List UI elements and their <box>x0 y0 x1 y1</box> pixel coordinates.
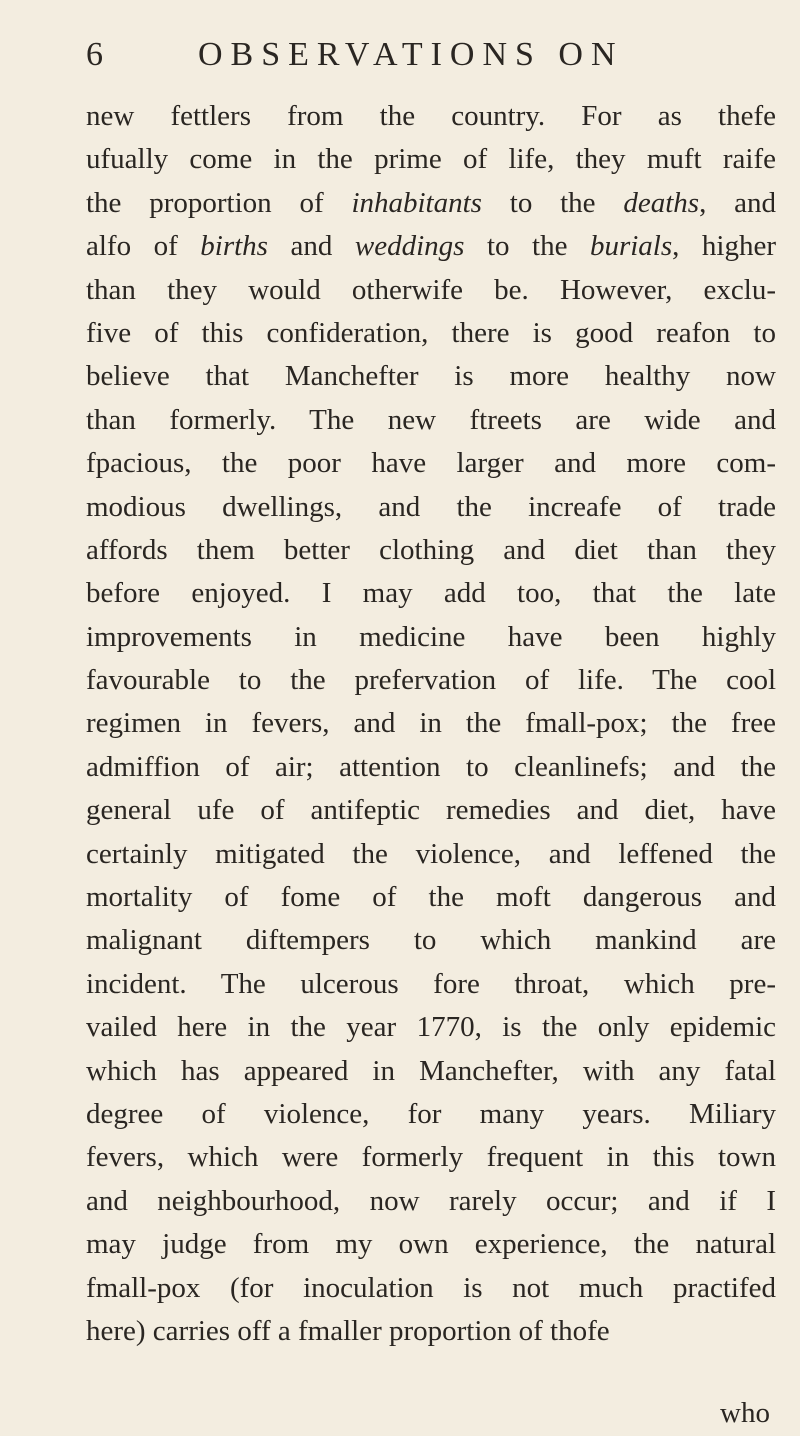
text-line <box>86 312 776 355</box>
text-run: to the <box>464 230 590 263</box>
text-line <box>86 225 776 268</box>
text-run: which has appeared in Manchefter, with any fatal <box>86 1054 776 1087</box>
text-line <box>86 616 776 659</box>
text-run: , higher <box>672 230 777 263</box>
text-run: mortality of fome of the moft dangerous and <box>86 881 776 914</box>
text-run: malignant diftempers to which mankind are <box>86 924 776 957</box>
text-run: improvements in medicine have been highly <box>86 620 776 653</box>
text-line <box>86 746 776 789</box>
text-line <box>86 1267 776 1310</box>
italic-term: deaths <box>623 186 700 219</box>
text-run: vailed here in the year 1770, is the only epidemic <box>86 1011 776 1044</box>
text-line <box>86 963 776 1006</box>
text-line <box>86 529 776 572</box>
text-run: to the <box>481 186 624 219</box>
text-run: alfo of <box>86 230 201 263</box>
text-line <box>86 269 776 312</box>
text-line <box>86 355 776 398</box>
text-run: incident. The ulcerous fore throat, which pre- <box>86 967 776 1000</box>
text-run: and neighbourhood, now rarely occur; and if I <box>86 1184 776 1217</box>
text-run: degree of violence, for many years. Miliary <box>86 1097 776 1130</box>
text-line <box>86 1310 776 1353</box>
text-run: admiffion of air; attention to cleanlinefs; and the <box>86 750 776 783</box>
text-run: , and <box>699 186 777 219</box>
text-line <box>86 182 776 225</box>
text-line <box>86 919 776 962</box>
page-number: 6 <box>86 36 109 73</box>
text-run: favourable to the prefervation of life. The cool <box>86 664 776 697</box>
text-line <box>86 1180 776 1223</box>
text-line <box>86 702 776 745</box>
text-run: than they would otherwife be. However, exclu- <box>86 273 776 306</box>
italic-term: inhabitants <box>351 186 482 219</box>
text-line <box>86 833 776 876</box>
text-line <box>86 572 776 615</box>
text-run: may judge from my own experience, the natural <box>86 1228 776 1261</box>
text-run: five of this confideration, there is good reafon to <box>86 316 776 349</box>
text-line <box>86 1050 776 1093</box>
text-run: believe that Manchefter is more healthy now <box>86 360 776 393</box>
text-run: than formerly. The new ftreets are wide and <box>86 403 776 436</box>
text-line <box>86 442 776 485</box>
body-text <box>86 95 776 1353</box>
text-run: fmall-pox (for inoculation is not much practifed <box>86 1271 776 1304</box>
text-line <box>86 1136 776 1179</box>
text-line <box>86 1223 776 1266</box>
text-line <box>86 659 776 702</box>
text-run: and <box>267 230 355 263</box>
text-run: the proportion of <box>86 186 352 219</box>
text-line <box>86 486 776 529</box>
text-line <box>86 1006 776 1049</box>
text-line <box>86 876 776 919</box>
text-run: new fettlers from the country. For as thefe <box>86 100 776 132</box>
text-line <box>86 138 776 181</box>
text-run: certainly mitigated the violence, and leffened the <box>86 837 776 870</box>
italic-term: burials <box>589 230 673 263</box>
text-line <box>86 399 776 442</box>
italic-term: weddings <box>354 230 465 263</box>
text-run: modious dwellings, and the increafe of trade <box>86 490 776 523</box>
text-line <box>86 1093 776 1136</box>
text-line <box>86 789 776 832</box>
text-run: fpacious, the poor have larger and more com- <box>86 447 776 480</box>
running-title: OBSERVATIONS ON <box>198 36 624 73</box>
text-run: affords them better clothing and diet than they <box>86 533 776 566</box>
italic-term: births <box>200 230 268 263</box>
text-run: ufually come in the prime of life, they muft raife <box>86 143 776 176</box>
running-head <box>86 36 776 84</box>
text-run: regimen in fevers, and in the fmall-pox; the free <box>86 707 776 740</box>
text-line <box>86 95 776 138</box>
text-run: fevers, which were formerly frequent in this town <box>86 1141 776 1174</box>
text-run: here) carries off a fmaller proportion of thofe <box>86 1314 610 1347</box>
text-run: before enjoyed. I may add too, that the late <box>86 577 776 610</box>
text-run: general ufe of antifeptic remedies and diet, have <box>86 794 776 827</box>
catchword: who <box>720 1397 770 1429</box>
